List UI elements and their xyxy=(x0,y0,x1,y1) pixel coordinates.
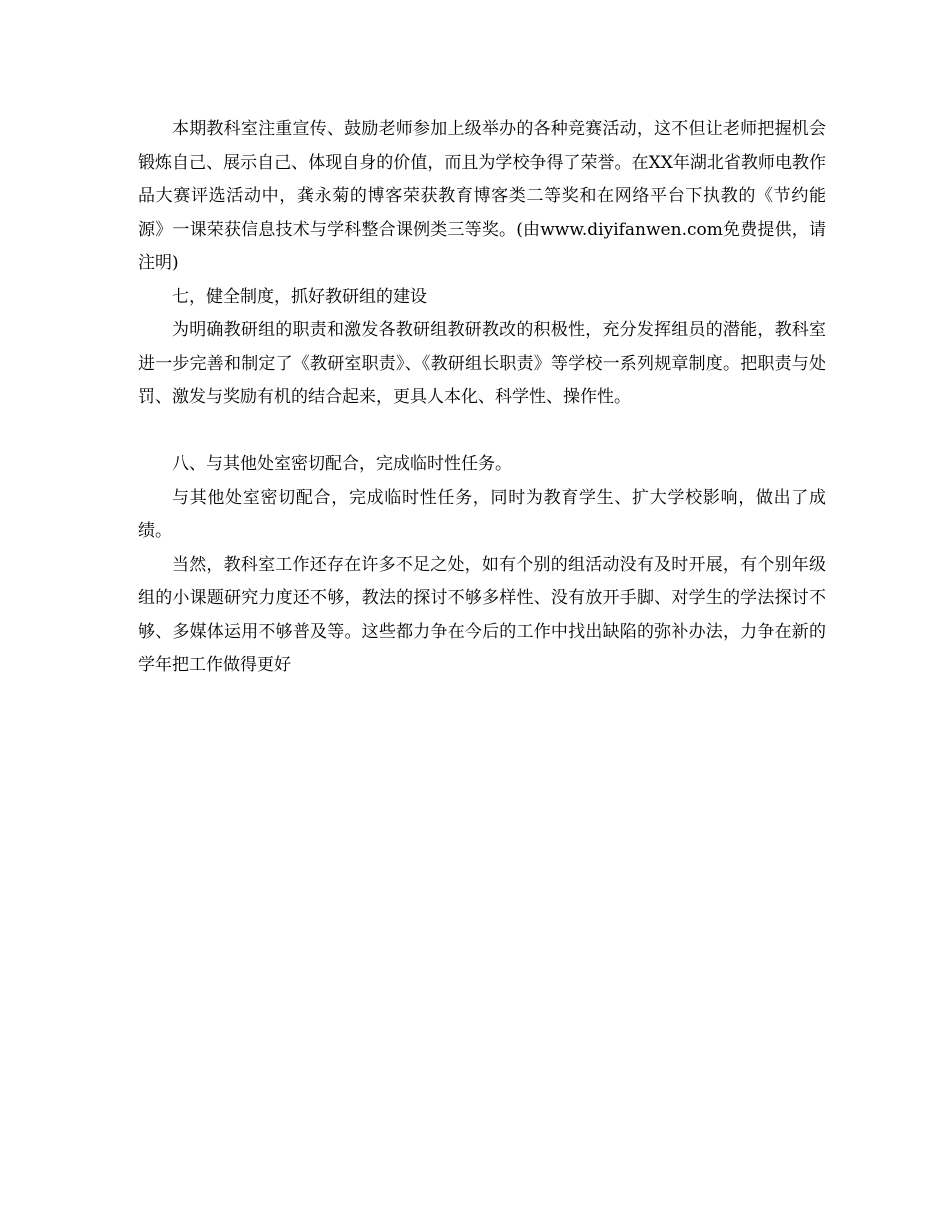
paragraph-competitions: 本期教科室注重宣传、鼓励老师参加上级举办的各种竞赛活动，这不但让老师把握机会锻炼自己、展示自己、体现自身的价值，而且为学校争得了荣誉。在XX年湖北省教师电教作品大赛评选活动中，龚永菊的博客荣获教育博客类二等奖和在网络平台下执教的《节约能源》一课荣获信息技术与学科整合课例类三等奖。(由www.diyifanwen.com免费提供，请注明) xyxy=(138,119,826,273)
paragraph-shortcomings: 当然，教科室工作还存在许多不足之处，如有个别的组活动没有及时开展，有个别年级组的小课题研究力度还不够，教法的探讨不够多样性、没有放开手脚、对学生的学法探讨不够、多媒体运用不够普及等。这些都力争在今后的工作中找出缺陷的弥补办法，力争在新的学年把工作做得更好 xyxy=(138,554,826,675)
section-heading-7: 七，健全制度，抓好教研组的建设 xyxy=(172,286,427,307)
paragraph-cooperation: 与其他处室密切配合，完成临时性任务，同时为教育学生、扩大学校影响，做出了成绩。 xyxy=(138,487,826,541)
section-heading-8: 八、与其他处室密切配合，完成临时性任务。 xyxy=(172,454,512,474)
paragraph-system-building: 为明确教研组的职责和激发各教研组教研教改的积极性，充分发挥组员的潜能，教科室进一步完善和制定了《教研室职责》、《教研组长职责》等学校一系列规章制度。把职责与处罚、激发与奖励有机的结合起来，更具人本化、科学性、操作性。 xyxy=(138,320,826,407)
document-body xyxy=(138,113,826,683)
blank-line xyxy=(138,415,826,449)
